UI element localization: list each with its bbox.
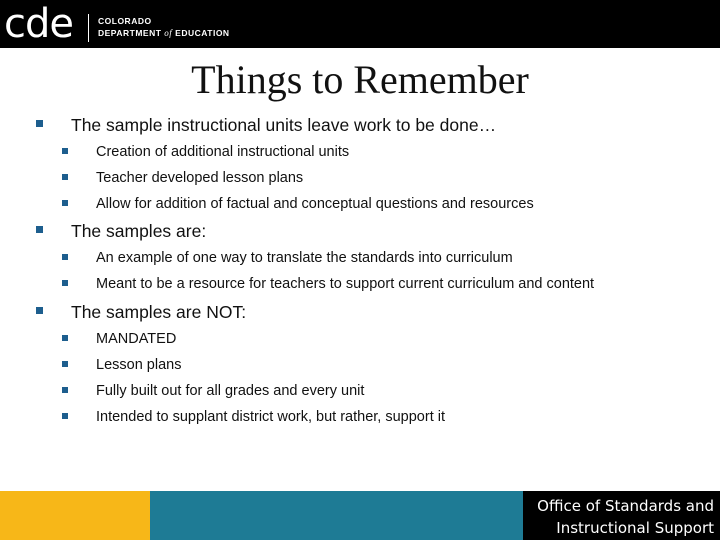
bullet-text: The samples are NOT:	[71, 302, 247, 322]
sub-bullet-text: Meant to be a resource for teachers to support current curriculum and content	[96, 276, 595, 292]
bullet-square-icon	[36, 120, 43, 127]
bullet-square-icon	[62, 280, 68, 286]
office-name	[524, 495, 714, 539]
bullet-square-icon	[62, 361, 68, 367]
sub-bullet-text: An example of one way to translate the standards into curriculum	[96, 250, 513, 266]
logo-line-1: COLORADO	[98, 16, 152, 26]
office-line-1: Office of Standards and	[537, 497, 714, 515]
bullet-square-icon	[62, 200, 68, 206]
sub-bullet-text: Intended to supplant district work, but rather, support it	[96, 409, 445, 425]
bullet-square-icon	[36, 226, 43, 233]
bullet-text: The sample instructional units leave work to be done…	[71, 115, 497, 135]
bullet-square-icon	[62, 387, 68, 393]
footer-teal-block	[150, 491, 523, 540]
office-line-2: Instructional Support	[556, 519, 714, 537]
sub-bullet-text: Creation of additional instructional units	[96, 144, 350, 160]
bullet-text: The samples are:	[71, 221, 207, 241]
bullet-square-icon	[62, 335, 68, 341]
logo-line-2: DEPARTMENT of EDUCATION	[98, 28, 230, 38]
bullet-square-icon	[62, 413, 68, 419]
bullet-square-icon	[62, 254, 68, 260]
bullet-square-icon	[62, 148, 68, 154]
sub-bullet-text: Teacher developed lesson plans	[96, 170, 304, 186]
bullet-square-icon	[62, 174, 68, 180]
sub-bullet-text: Lesson plans	[96, 357, 182, 373]
department-name	[98, 15, 230, 39]
sub-bullet-text: Allow for addition of factual and conceptual questions and resources	[96, 196, 534, 212]
slide-title: Things to Remember	[191, 57, 529, 102]
sub-bullet-text: Fully built out for all grades and every unit	[96, 383, 365, 399]
sub-bullet-text: MANDATED	[96, 331, 177, 347]
logo-divider	[88, 14, 89, 42]
header-bar	[0, 0, 720, 48]
footer-yellow-block	[0, 491, 150, 540]
bullet-square-icon	[36, 307, 43, 314]
cde-logo: cde	[4, 1, 73, 47]
